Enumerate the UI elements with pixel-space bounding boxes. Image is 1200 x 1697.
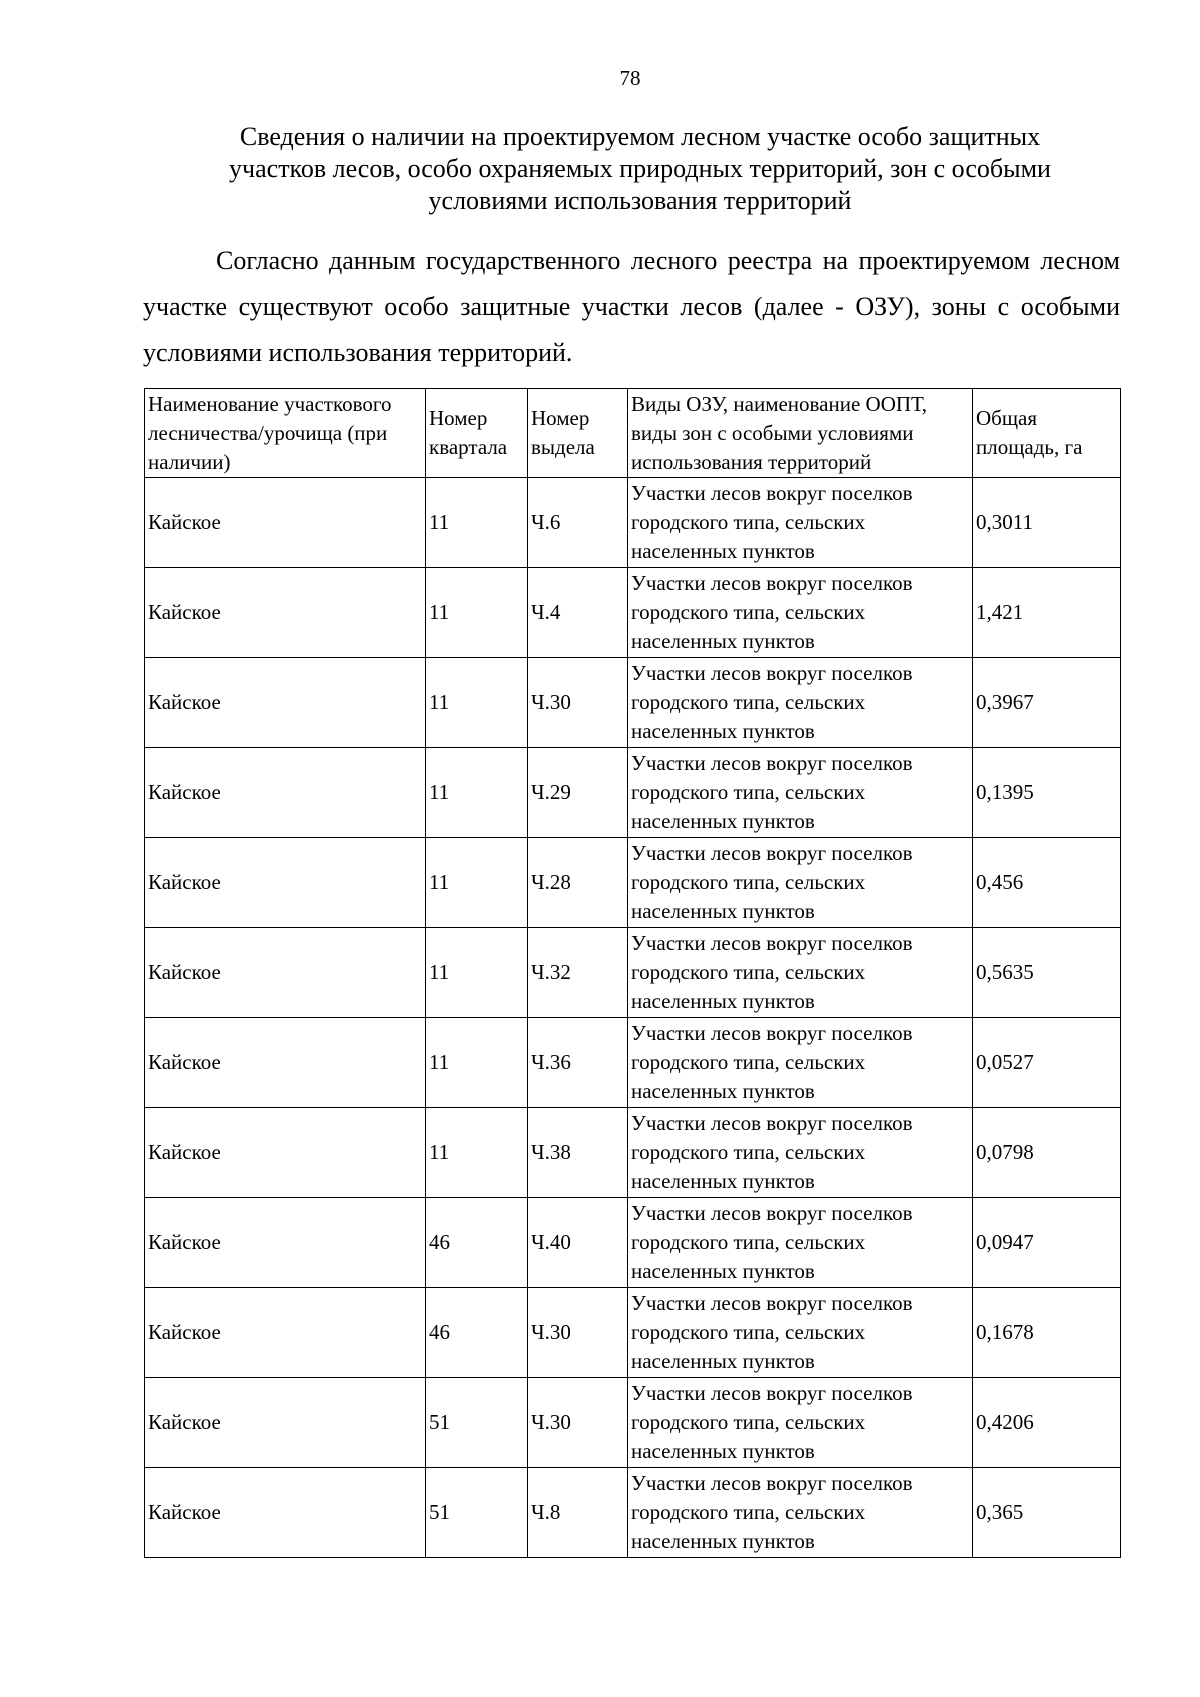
cell-section: Ч.32 <box>528 928 628 1018</box>
heading-line: Сведения о наличии на проектируемом лесном участке особо защитных <box>239 122 1041 151</box>
zone-line: населенных пунктов <box>631 1079 815 1103</box>
header-forestry: Наименование участкового лесничества/урочища (при наличии) <box>145 389 426 478</box>
table-row <box>145 1288 1121 1378</box>
cell-quarter: 46 <box>426 1288 528 1378</box>
section-heading <box>150 121 1130 217</box>
zone-line: Участки лесов вокруг поселков <box>631 1021 913 1045</box>
table-row <box>145 748 1121 838</box>
cell-forestry: Кайское <box>145 1108 426 1198</box>
table-row <box>145 478 1121 568</box>
cell-forestry: Кайское <box>145 1198 426 1288</box>
zone-line: Участки лесов вокруг поселков <box>631 1291 913 1315</box>
cell-zone-type <box>628 658 973 748</box>
cell-zone-type <box>628 748 973 838</box>
cell-forestry: Кайское <box>145 568 426 658</box>
zone-line: Участки лесов вокруг поселков <box>631 1111 913 1135</box>
cell-zone-type <box>628 1108 973 1198</box>
cell-area: 0,3011 <box>973 478 1121 568</box>
heading-line: участков лесов, особо охраняемых природных территорий, зон с особыми <box>229 154 1051 183</box>
cell-quarter: 11 <box>426 658 528 748</box>
cell-area: 0,4206 <box>973 1378 1121 1468</box>
cell-quarter: 11 <box>426 748 528 838</box>
zone-line: населенных пунктов <box>631 1349 815 1373</box>
cell-section: Ч.4 <box>528 568 628 658</box>
ozu-table <box>144 388 1121 1558</box>
zone-line: Участки лесов вокруг поселков <box>631 1201 913 1225</box>
cell-zone-type <box>628 1378 973 1468</box>
cell-area: 0,0527 <box>973 1018 1121 1108</box>
zone-line: населенных пунктов <box>631 1529 815 1553</box>
cell-area: 0,456 <box>973 838 1121 928</box>
cell-quarter: 11 <box>426 1018 528 1108</box>
table-row <box>145 658 1121 748</box>
zone-line: населенных пунктов <box>631 1169 815 1193</box>
cell-quarter: 11 <box>426 928 528 1018</box>
cell-section: Ч.30 <box>528 1288 628 1378</box>
cell-forestry: Кайское <box>145 658 426 748</box>
zone-line: населенных пунктов <box>631 989 815 1013</box>
table-header-row <box>145 389 1121 478</box>
zone-line: городского типа, сельских <box>631 690 866 714</box>
cell-area: 0,1395 <box>973 748 1121 838</box>
zone-line: Участки лесов вокруг поселков <box>631 751 913 775</box>
header-quarter: Номер квартала <box>426 389 528 478</box>
cell-forestry: Кайское <box>145 1288 426 1378</box>
cell-quarter: 51 <box>426 1378 528 1468</box>
zone-line: населенных пунктов <box>631 719 815 743</box>
table-row <box>145 1018 1121 1108</box>
cell-quarter: 46 <box>426 1198 528 1288</box>
cell-zone-type <box>628 838 973 928</box>
zone-line: населенных пунктов <box>631 1259 815 1283</box>
zone-line: городского типа, сельских <box>631 960 866 984</box>
table-row <box>145 568 1121 658</box>
zone-line: городского типа, сельских <box>631 1230 866 1254</box>
zone-line: городского типа, сельских <box>631 1500 866 1524</box>
cell-section: Ч.29 <box>528 748 628 838</box>
cell-zone-type <box>628 1288 973 1378</box>
cell-section: Ч.40 <box>528 1198 628 1288</box>
cell-section: Ч.36 <box>528 1018 628 1108</box>
zone-line: городского типа, сельских <box>631 1050 866 1074</box>
cell-quarter: 11 <box>426 478 528 568</box>
cell-forestry: Кайское <box>145 1378 426 1468</box>
cell-area: 0,0947 <box>973 1198 1121 1288</box>
cell-section: Ч.8 <box>528 1468 628 1558</box>
cell-zone-type <box>628 1198 973 1288</box>
zone-line: городского типа, сельских <box>631 780 866 804</box>
zone-line: населенных пунктов <box>631 899 815 923</box>
zone-line: городского типа, сельских <box>631 510 866 534</box>
zone-line: населенных пунктов <box>631 539 815 563</box>
table-row <box>145 1378 1121 1468</box>
cell-zone-type <box>628 928 973 1018</box>
cell-zone-type <box>628 1468 973 1558</box>
cell-forestry: Кайское <box>145 748 426 838</box>
zone-line: городского типа, сельских <box>631 1410 866 1434</box>
cell-area: 1,421 <box>973 568 1121 658</box>
zone-line: населенных пунктов <box>631 629 815 653</box>
table-body <box>145 478 1121 1558</box>
zone-line: Участки лесов вокруг поселков <box>631 571 913 595</box>
cell-area: 0,3967 <box>973 658 1121 748</box>
cell-quarter: 51 <box>426 1468 528 1558</box>
cell-area: 0,1678 <box>973 1288 1121 1378</box>
zone-line: Участки лесов вокруг поселков <box>631 931 913 955</box>
cell-area: 0,365 <box>973 1468 1121 1558</box>
page-number: 78 <box>619 66 641 90</box>
cell-forestry: Кайское <box>145 1468 426 1558</box>
cell-forestry: Кайское <box>145 478 426 568</box>
cell-quarter: 11 <box>426 1108 528 1198</box>
cell-forestry: Кайское <box>145 1018 426 1108</box>
cell-area: 0,0798 <box>973 1108 1121 1198</box>
zone-line: Участки лесов вокруг поселков <box>631 661 913 685</box>
cell-section: Ч.30 <box>528 658 628 748</box>
heading-line: условиями использования территорий <box>428 186 852 215</box>
cell-area: 0,5635 <box>973 928 1121 1018</box>
zone-line: городского типа, сельских <box>631 870 866 894</box>
zone-line: Участки лесов вокруг поселков <box>631 481 913 505</box>
cell-zone-type <box>628 1018 973 1108</box>
zone-line: городского типа, сельских <box>631 1140 866 1164</box>
header-section: Номер выдела <box>528 389 628 478</box>
cell-section: Ч.6 <box>528 478 628 568</box>
table-row <box>145 838 1121 928</box>
cell-section: Ч.30 <box>528 1378 628 1468</box>
header-zone-type: Виды ОЗУ, наименование ООПТ, виды зон с особыми условиями использования территорий <box>628 389 973 478</box>
cell-section: Ч.38 <box>528 1108 628 1198</box>
table-row <box>145 1198 1121 1288</box>
zone-line: Участки лесов вокруг поселков <box>631 1471 913 1495</box>
zone-line: Участки лесов вокруг поселков <box>631 841 913 865</box>
cell-quarter: 11 <box>426 838 528 928</box>
cell-zone-type <box>628 478 973 568</box>
body-paragraph: Согласно данным государственного лесного реестра на проектируемом лесном участке существуют особо защитные участки лесов (далее - ОЗУ), зоны с особыми условиями использования территорий. <box>143 246 1120 367</box>
header-area: Общая площадь, га <box>973 389 1121 478</box>
cell-section: Ч.28 <box>528 838 628 928</box>
zone-line: населенных пунктов <box>631 1439 815 1463</box>
cell-forestry: Кайское <box>145 838 426 928</box>
table-row <box>145 1108 1121 1198</box>
cell-quarter: 11 <box>426 568 528 658</box>
cell-zone-type <box>628 568 973 658</box>
zone-line: Участки лесов вокруг поселков <box>631 1381 913 1405</box>
zone-line: населенных пунктов <box>631 809 815 833</box>
zone-line: городского типа, сельских <box>631 1320 866 1344</box>
zone-line: городского типа, сельских <box>631 600 866 624</box>
table-row <box>145 928 1121 1018</box>
table-row <box>145 1468 1121 1558</box>
cell-forestry: Кайское <box>145 928 426 1018</box>
